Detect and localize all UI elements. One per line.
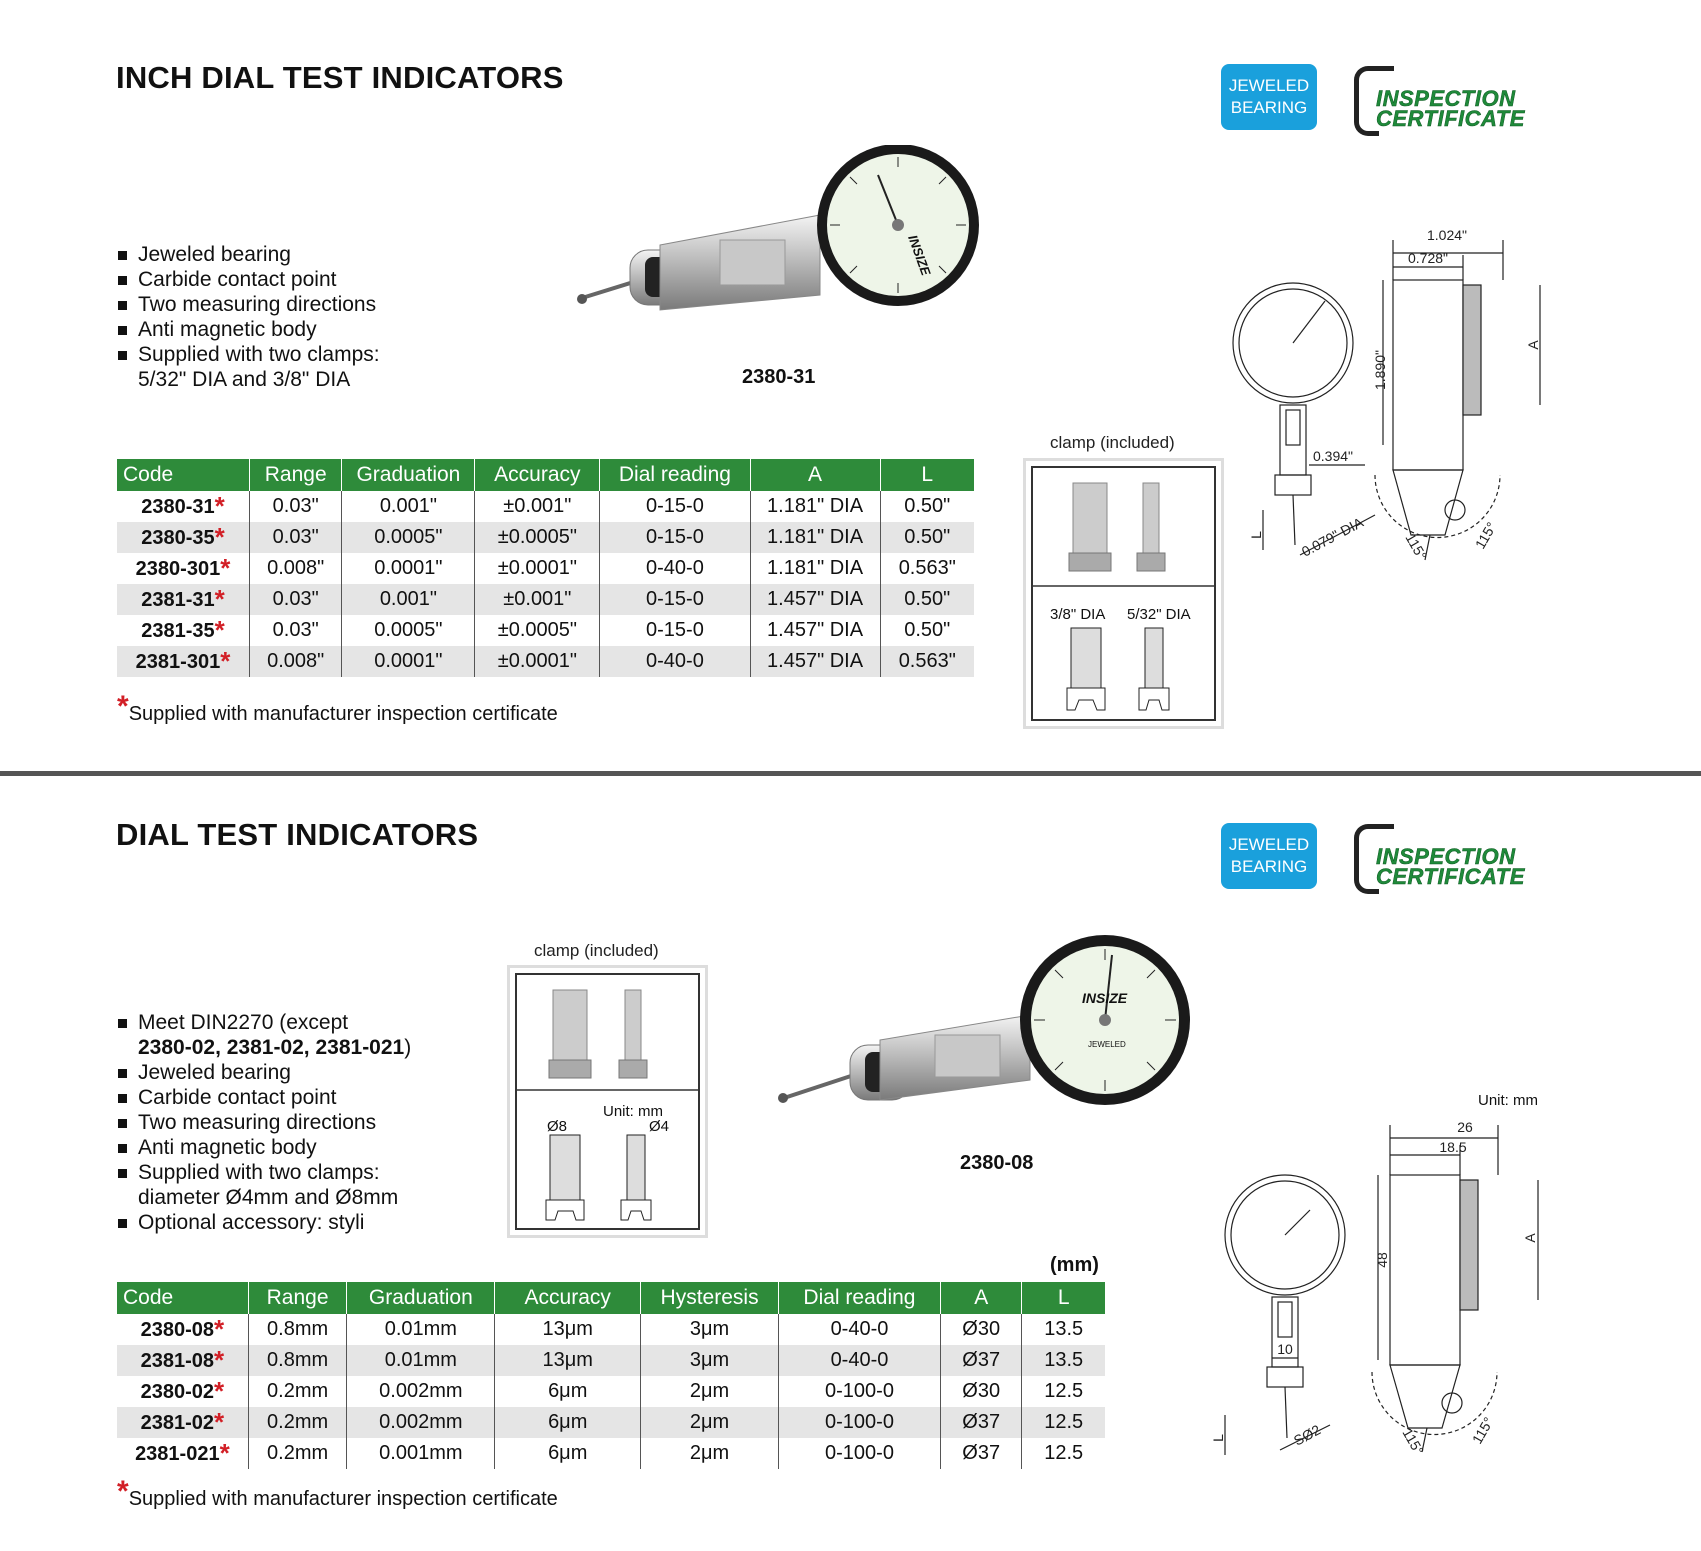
cell: ±0.0005" (475, 615, 600, 646)
cell: 6μm (495, 1407, 641, 1438)
cell: 13μm (495, 1314, 641, 1345)
dim-l: L (1210, 1434, 1226, 1442)
section-divider (0, 771, 1701, 776)
cell: 0.2mm (248, 1438, 347, 1469)
table-row (117, 584, 974, 615)
cell: 12.5 (1022, 1376, 1105, 1407)
col-code: Code (117, 459, 250, 491)
inspection-certificate-logo (1354, 62, 1550, 130)
spec-table-1 (117, 459, 974, 677)
cell: Ø37 (940, 1407, 1021, 1438)
cert-line1: INSPECTION (1376, 86, 1516, 111)
cell: 13μm (495, 1345, 641, 1376)
clamp-box (1023, 458, 1224, 729)
table-row (117, 646, 974, 677)
drawing-unit: Unit: mm (1478, 1092, 1538, 1109)
table-row (117, 1407, 1105, 1438)
cell: 0.8mm (248, 1345, 347, 1376)
cell-code: 2381-31* (117, 584, 250, 615)
dial-text: JEWELED (1088, 1040, 1126, 1049)
clamp-unit: Unit: mm (603, 1103, 663, 1120)
cell-code: 2381-301* (117, 646, 250, 677)
feature-item: Carbide contact point (116, 1085, 411, 1110)
dim-tip: 0.079" DIA (1298, 513, 1366, 560)
cell: 0.03" (250, 584, 342, 615)
table-row (117, 1438, 1105, 1469)
feature-item: Optional accessory: styli (116, 1210, 411, 1235)
cell: 2μm (641, 1438, 779, 1469)
cell: 0-15-0 (600, 615, 750, 646)
cell: 0-100-0 (778, 1438, 940, 1469)
dim-tip: SØ2 (1290, 1421, 1324, 1449)
col-dial-reading: Dial reading (600, 459, 750, 491)
technical-drawing-2 (1195, 1110, 1565, 1480)
feature-item-cont: 5/32" DIA and 3/8" DIA (138, 368, 351, 391)
feature-item: Anti magnetic body (116, 1135, 411, 1160)
col-accuracy: Accuracy (475, 459, 600, 491)
col-graduation: Graduation (347, 1282, 495, 1314)
cell-code: 2381-021* (117, 1438, 248, 1469)
cell-code: 2380-08* (117, 1314, 248, 1345)
col-a: A (750, 459, 880, 491)
cell: 1.181" DIA (750, 491, 880, 522)
dim-stem: 10 (1277, 1341, 1293, 1357)
clamp-title-2: clamp (included) (534, 941, 659, 960)
cell: ±0.001" (475, 491, 600, 522)
cell: 0-100-0 (778, 1407, 940, 1438)
badge-line2: BEARING (1230, 98, 1308, 117)
cell: 0.563" (880, 553, 974, 584)
feature-item: Meet DIN2270 (except (116, 1010, 411, 1035)
section2-title: DIAL TEST INDICATORS (116, 817, 479, 852)
cell: 0.2mm (248, 1407, 347, 1438)
cell: 12.5 (1022, 1407, 1105, 1438)
dial-brand-text: INSIZE (1082, 990, 1128, 1006)
cell: 0.001" (342, 491, 475, 522)
cell: 0.0001" (342, 646, 475, 677)
col-l: L (1022, 1282, 1105, 1314)
dim-w2: 0.728" (1407, 250, 1449, 266)
cell: 0.50" (880, 491, 974, 522)
section1-feature-list (116, 242, 380, 392)
cell: 0.03" (250, 522, 342, 553)
cell: ±0.0001" (475, 646, 600, 677)
technical-drawing-1 (1225, 225, 1585, 585)
cell: 12.5 (1022, 1438, 1105, 1469)
cell: 0.50" (880, 615, 974, 646)
cell: 0.01mm (347, 1345, 495, 1376)
table-row (117, 1314, 1105, 1345)
table-header-row (117, 1282, 1105, 1314)
dim-stem: 0.394" (1313, 448, 1354, 464)
cell-code: 2380-301* (117, 553, 250, 584)
cell: 0.01mm (347, 1314, 495, 1345)
dim-l: L (1248, 531, 1264, 539)
feature-item: Carbide contact point (116, 267, 380, 292)
table-row (117, 1345, 1105, 1376)
dim-height: 48 (1374, 1252, 1390, 1268)
cell: 0-40-0 (600, 646, 750, 677)
cell: 6μm (495, 1438, 641, 1469)
cell: ±0.0001" (475, 553, 600, 584)
cell-code: 2380-31* (117, 491, 250, 522)
cell: Ø37 (940, 1345, 1021, 1376)
col-graduation: Graduation (342, 459, 475, 491)
dial-indicator-image-2 (770, 935, 1210, 1135)
cell: 1.181" DIA (750, 522, 880, 553)
cell: 0-40-0 (778, 1314, 940, 1345)
cert-line1: INSPECTION (1376, 844, 1516, 869)
cell: 6μm (495, 1376, 641, 1407)
cell: 0.001" (342, 584, 475, 615)
col-range: Range (248, 1282, 347, 1314)
cell: 13.5 (1022, 1314, 1105, 1345)
cell: 0.2mm (248, 1376, 347, 1407)
dim-w1: 26 (1457, 1119, 1473, 1135)
section1-title: INCH DIAL TEST INDICATORS (116, 60, 564, 95)
feature-item: Two measuring directions (116, 292, 380, 317)
dim-w2: 18.5 (1439, 1139, 1467, 1155)
dial-indicator-image-1 (570, 145, 990, 375)
col-code: Code (117, 1282, 248, 1314)
cell: 1.457" DIA (750, 615, 880, 646)
feature-item: Jeweled bearing (116, 242, 380, 267)
feature-item: Two measuring directions (116, 1110, 411, 1135)
cell: 0.002mm (347, 1376, 495, 1407)
cell: 0.563" (880, 646, 974, 677)
product-label-2380-31: 2380-31 (742, 366, 816, 388)
cell: Ø30 (940, 1314, 1021, 1345)
feature-item: Jeweled bearing (116, 1060, 411, 1085)
cell: 2μm (641, 1376, 779, 1407)
cell-code: 2381-35* (117, 615, 250, 646)
cell: 0.8mm (248, 1314, 347, 1345)
clamp-right-label: 5/32" DIA (1127, 606, 1191, 623)
col-accuracy: Accuracy (495, 1282, 641, 1314)
section2-feature-list (116, 1010, 411, 1235)
cell: 0.0005" (342, 615, 475, 646)
col-a: A (940, 1282, 1021, 1314)
cell: 0-15-0 (600, 584, 750, 615)
clamp-left-label: Ø8 (547, 1118, 568, 1135)
inspection-certificate-logo-2 (1354, 820, 1550, 888)
cell: 0.008" (250, 553, 342, 584)
feature-item: Anti magnetic body (116, 317, 380, 342)
col-dial-reading: Dial reading (778, 1282, 940, 1314)
cell: 0.03" (250, 615, 342, 646)
cell: 1.457" DIA (750, 646, 880, 677)
cell: 0-100-0 (778, 1376, 940, 1407)
dim-a: A (1522, 1233, 1538, 1243)
cell: 0.0005" (342, 522, 475, 553)
dim-angle-1: 115° (1399, 1425, 1428, 1458)
col-hysteresis: Hysteresis (641, 1282, 779, 1314)
cell: ±0.0005" (475, 522, 600, 553)
dial-brand-text: INSIZE (905, 232, 934, 278)
table-row (117, 491, 974, 522)
table2-unit: (mm) (1050, 1254, 1099, 1276)
cell: 1.181" DIA (750, 553, 880, 584)
cell: 0.008" (250, 646, 342, 677)
cell: 3μm (641, 1314, 779, 1345)
cell: 2μm (641, 1407, 779, 1438)
cell: 1.457" DIA (750, 584, 880, 615)
table-row (117, 615, 974, 646)
col-range: Range (250, 459, 342, 491)
table-row (117, 553, 974, 584)
feature-item-cont: 2380-02, 2381-02, 2381-021) (138, 1036, 412, 1059)
cell-code: 2380-35* (117, 522, 250, 553)
badge-line2: BEARING (1230, 857, 1308, 876)
cell: 0.0001" (342, 553, 475, 584)
dim-height: 1.890" (1372, 349, 1388, 391)
cell: 0.50" (880, 584, 974, 615)
cell: 0.03" (250, 491, 342, 522)
cell: 0.002mm (347, 1407, 495, 1438)
table-row (117, 522, 974, 553)
table2-footnote: *Supplied with manufacturer inspection certificate (117, 1475, 558, 1510)
dim-w1: 1.024" (1426, 227, 1468, 243)
col-l: L (880, 459, 974, 491)
clamp-right-label: Ø4 (649, 1118, 670, 1135)
cell: 0.50" (880, 522, 974, 553)
table-header-row (117, 459, 974, 491)
feature-item: Supplied with two clamps: (116, 1160, 411, 1185)
cell: 0-40-0 (600, 553, 750, 584)
cell: Ø30 (940, 1376, 1021, 1407)
cell: ±0.001" (475, 584, 600, 615)
dim-angle-1: 115° (1402, 530, 1431, 563)
table-row (117, 1376, 1105, 1407)
dim-angle-2: 115° (1468, 1414, 1497, 1447)
dim-a: A (1525, 340, 1541, 350)
feature-item: Supplied with two clamps: (116, 342, 380, 367)
cell: 0-15-0 (600, 491, 750, 522)
cell: Ø37 (940, 1438, 1021, 1469)
clamp-left-label: 3/8" DIA (1050, 606, 1106, 623)
cert-line2: CERTIFICATE (1376, 864, 1525, 889)
cell-code: 2381-02* (117, 1407, 248, 1438)
cell: 0-40-0 (778, 1345, 940, 1376)
clamp-title: clamp (included) (1050, 433, 1175, 452)
jeweled-bearing-badge-2 (1221, 823, 1317, 889)
cell: 0-15-0 (600, 522, 750, 553)
cert-line2: CERTIFICATE (1376, 106, 1525, 131)
cell-code: 2380-02* (117, 1376, 248, 1407)
badge-line1: JEWELED (1228, 835, 1310, 854)
clamp-box-2 (507, 965, 708, 1238)
cell: 13.5 (1022, 1345, 1105, 1376)
spec-table-2 (117, 1282, 1105, 1469)
clamp-drawing-2 (517, 975, 698, 1228)
cell: 0.001mm (347, 1438, 495, 1469)
jeweled-bearing-badge (1221, 64, 1317, 130)
dim-angle-2: 115° (1471, 519, 1500, 552)
badge-line1: JEWELED (1228, 76, 1310, 95)
feature-item-cont: diameter Ø4mm and Ø8mm (138, 1186, 399, 1209)
cell-code: 2381-08* (117, 1345, 248, 1376)
product-label-2380-08: 2380-08 (960, 1152, 1034, 1174)
clamp-drawing (1033, 468, 1214, 719)
cell: 3μm (641, 1345, 779, 1376)
table1-footnote: *Supplied with manufacturer inspection certificate (117, 690, 558, 725)
